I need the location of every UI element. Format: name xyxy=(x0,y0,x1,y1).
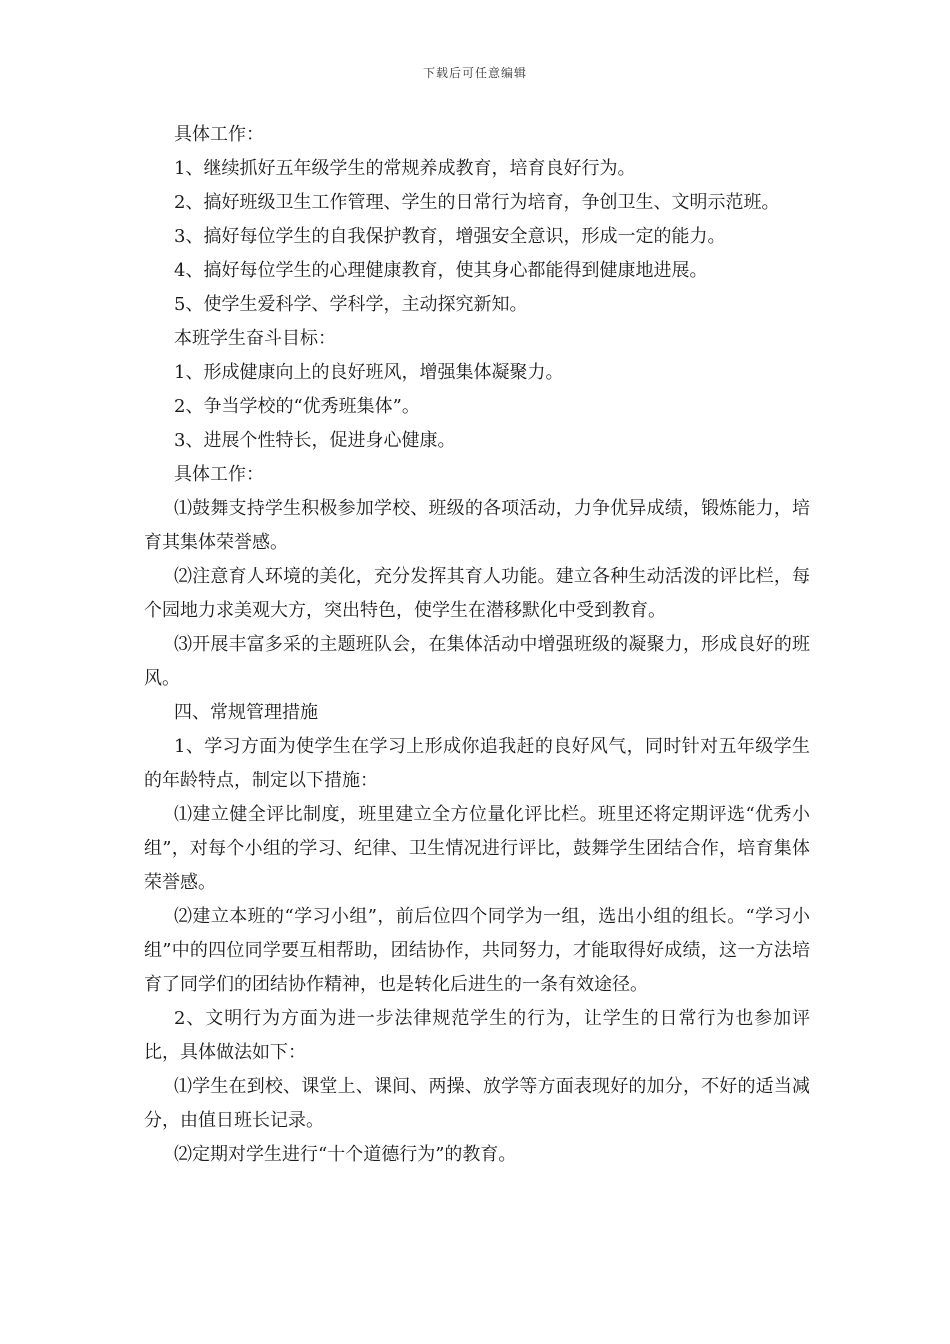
paragraph: ⑵注意育人环境的美化，充分发挥其育人功能。建立各种生动活泼的评比栏，每个园地力求美观大方，突出特色，使学生在潜移默化中受到教育。 xyxy=(144,566,810,621)
paragraph: 1、学习方面为使学生在学习上形成你追我赶的良好风气，同时针对五年级学生的年龄特点，制定以下措施： xyxy=(144,736,810,791)
paragraph: 1、形成健康向上的良好班风，增强集体凝聚力。 xyxy=(174,362,564,383)
paragraph: 具体工作： xyxy=(174,124,264,145)
paragraph: 2、争当学校的“优秀班集体”。 xyxy=(174,396,420,417)
paragraph: 3、搞好每位学生的自我保护教育，增强安全意识，形成一定的能力。 xyxy=(174,226,726,247)
document-body xyxy=(144,118,810,1172)
paragraph: ⑵建立本班的“学习小组”，前后位四个同学为一组，选出小组的组长。“学习小组”中的四位同学要互相帮助，团结协作，共同努力，才能取得好成绩，这一方法培育了同学们的团结协作精神，也是转化后进生的一条有效途径。 xyxy=(144,906,810,995)
page-header: 下载后可任意编辑 xyxy=(422,66,527,80)
paragraph: ⑴建立健全评比制度，班里建立全方位量化评比栏。班里还将定期评选“优秀小组”，对每个小组的学习、纪律、卫生情况进行评比，鼓舞学生团结合作，培育集体荣誉感。 xyxy=(144,804,810,893)
paragraph: 本班学生奋斗目标： xyxy=(174,328,336,349)
paragraph: 4、搞好每位学生的心理健康教育，使其身心都能得到健康地进展。 xyxy=(174,260,708,281)
section-heading: 四、常规管理措施 xyxy=(174,702,318,723)
paragraph: 具体工作： xyxy=(174,464,264,485)
paragraph: ⑵定期对学生进行“十个道德行为”的教育。 xyxy=(174,1144,517,1165)
paragraph: ⑴学生在到校、课堂上、课间、两操、放学等方面表现好的加分，不好的适当减分，由值日班长记录。 xyxy=(144,1076,810,1131)
paragraph: 5、使学生爱科学、学科学，主动探究新知。 xyxy=(174,294,528,315)
paragraph: 2、文明行为方面为进一步法律规范学生的行为，让学生的日常行为也参加评比，具体做法如下： xyxy=(144,1008,810,1063)
paragraph: 2、搞好班级卫生工作管理、学生的日常行为培育，争创卫生、文明示范班。 xyxy=(174,192,780,213)
paragraph: ⑶开展丰富多采的主题班队会，在集体活动中增强班级的凝聚力，形成良好的班风。 xyxy=(144,634,810,689)
paragraph: ⑴鼓舞支持学生积极参加学校、班级的各项活动，力争优异成绩，锻炼能力，培育其集体荣誉感。 xyxy=(144,498,810,553)
paragraph: 3、进展个性特长，促进身心健康。 xyxy=(174,430,456,451)
paragraph: 1、继续抓好五年级学生的常规养成教育，培育良好行为。 xyxy=(174,158,636,179)
